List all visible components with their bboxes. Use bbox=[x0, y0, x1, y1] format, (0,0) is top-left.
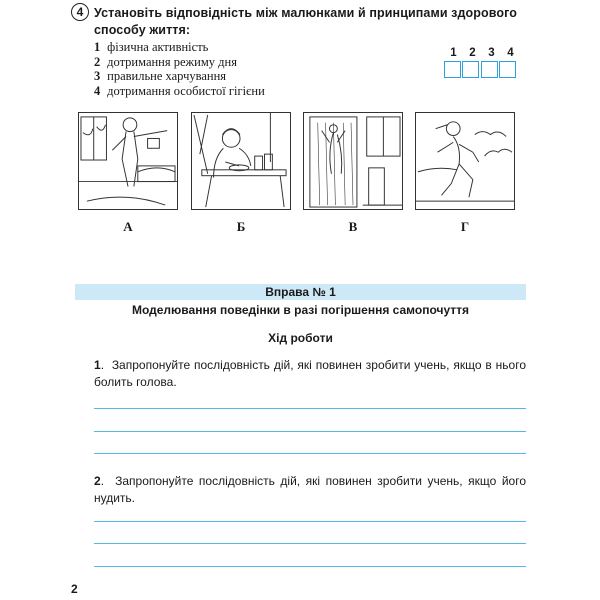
question-1: 1. Запропонуйте послідовність дій, які повинен зробити учень, якщо в нього болить голова. bbox=[94, 358, 526, 389]
answer-grid-number: 3 bbox=[488, 47, 495, 59]
principle-item: 1 фізична активність bbox=[94, 40, 209, 54]
picture-label-b: Б bbox=[236, 219, 246, 234]
exercise-title-bar: Вправа № 1 bbox=[75, 284, 526, 300]
picture-a bbox=[78, 112, 178, 210]
person-doing-exercise-in-bedroom-icon bbox=[79, 113, 177, 209]
question-2: 2. Запропонуйте послідовність дій, які повинен зробити учень, якщо його нудить. bbox=[94, 474, 526, 505]
answer-grid-number: 2 bbox=[469, 47, 476, 59]
answer-box-2[interactable] bbox=[462, 61, 479, 78]
page-number: 2 bbox=[71, 582, 78, 596]
person-eating-at-table-icon bbox=[192, 113, 290, 209]
answer-grid-number: 4 bbox=[507, 47, 514, 59]
task-number-badge: 4 bbox=[71, 3, 89, 21]
person-jogging-icon bbox=[416, 113, 514, 209]
task-title: Установіть відповідність між малюнками й принципами здорового способу життя: bbox=[94, 6, 517, 37]
picture-b bbox=[191, 112, 291, 210]
picture-label-d: Г bbox=[460, 219, 470, 234]
answer-line[interactable] bbox=[94, 543, 526, 544]
answer-box-3[interactable] bbox=[481, 61, 498, 78]
answer-grid bbox=[444, 47, 520, 78]
answer-grid-number: 1 bbox=[450, 47, 457, 59]
answer-line[interactable] bbox=[94, 453, 526, 454]
answer-line[interactable] bbox=[94, 566, 526, 567]
principles-list bbox=[94, 40, 265, 98]
answer-line[interactable] bbox=[94, 408, 526, 409]
answer-box-1[interactable] bbox=[444, 61, 461, 78]
principle-item: 2 дотримання режиму дня bbox=[94, 54, 237, 69]
picture-c bbox=[303, 112, 403, 210]
person-in-shower-icon bbox=[304, 113, 402, 209]
answer-line[interactable] bbox=[94, 521, 526, 522]
principle-item: 4 дотримання особистої гігієни bbox=[94, 83, 265, 98]
picture-label-a: А bbox=[123, 219, 133, 234]
picture-label-c: В bbox=[348, 219, 358, 234]
exercise-subtitle: Моделювання поведінки в разі погіршення самопочуття bbox=[131, 303, 470, 317]
answer-line[interactable] bbox=[94, 431, 526, 432]
picture-d bbox=[415, 112, 515, 210]
answer-box-4[interactable] bbox=[499, 61, 516, 78]
principle-item: 3 правильне харчування bbox=[94, 69, 227, 84]
procedure-title: Хід роботи bbox=[268, 331, 333, 345]
